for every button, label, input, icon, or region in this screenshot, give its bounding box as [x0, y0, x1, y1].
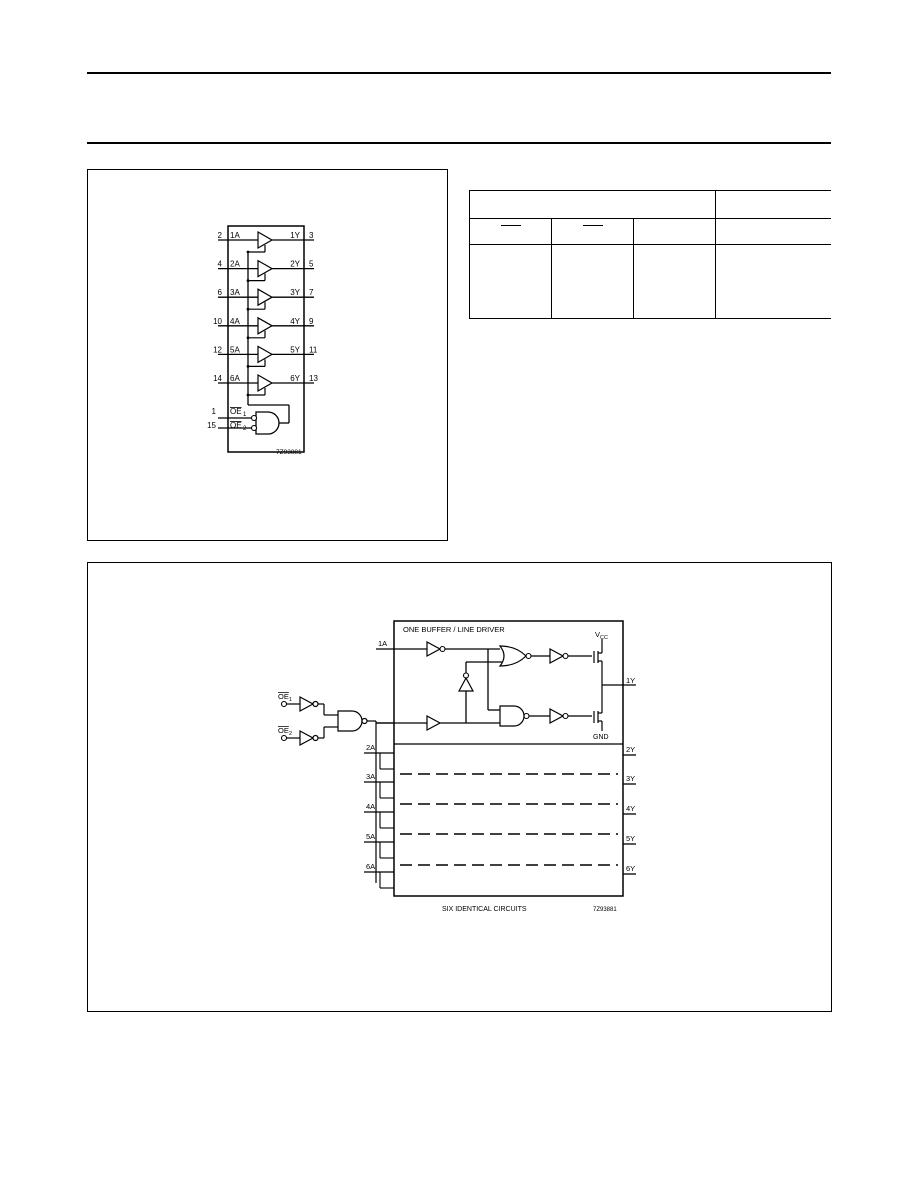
circuit-title: ONE BUFFER / LINE DRIVER — [403, 625, 505, 634]
circuit-caption: SIX IDENTICAL CIRCUITS — [442, 906, 527, 913]
svg-text:1: 1 — [211, 407, 216, 416]
pin-label: 4A — [366, 802, 376, 811]
buffer-row — [213, 374, 318, 396]
pin-label: 6Y — [626, 864, 636, 873]
pin-label: 6A — [366, 862, 376, 871]
svg-text:1: 1 — [243, 412, 247, 418]
pin-label: 5 — [309, 259, 314, 269]
pin-label: 1Y — [290, 231, 300, 240]
pin-label: 4Y — [626, 804, 636, 813]
pin-label: 14 — [213, 374, 222, 383]
function-table — [469, 190, 831, 319]
pin-label: 7 — [309, 288, 314, 298]
pin-label: 2 — [217, 231, 222, 240]
pin-label: 11 — [309, 345, 318, 355]
pin-label: 10 — [213, 316, 222, 326]
pin-label: 4Y — [290, 316, 300, 326]
pin-label: 4 — [217, 259, 222, 269]
overline-mark — [501, 225, 521, 226]
pin-label: 3Y — [290, 288, 300, 298]
pin-label: 12 — [213, 345, 222, 355]
pin-label: 5Y — [290, 345, 300, 355]
pin-label: 6A — [230, 374, 240, 383]
pin-label: 3A — [230, 288, 240, 298]
gnd-label: GND — [593, 734, 609, 741]
oe1-label: $OE_1$ — [278, 692, 292, 703]
vcc-label: $V_{CC}$ — [595, 630, 608, 641]
logic-symbol-panel — [87, 169, 448, 541]
pin-label: 5Y — [626, 834, 636, 843]
pin-label: 2A — [366, 743, 376, 752]
logic-symbol-code: 7Z93881 — [276, 449, 302, 456]
circuit-row — [364, 743, 636, 769]
pin-label: 9 — [309, 316, 314, 326]
pin-label: 3 — [309, 231, 314, 240]
pin-label: 2A — [230, 259, 240, 269]
header-rule-top — [87, 72, 831, 74]
pin-label: 3Y — [626, 774, 636, 783]
enable-pin-15 — [207, 421, 247, 432]
table-header-row — [470, 191, 832, 219]
circuit-separators — [400, 774, 618, 865]
logic-diagram-code: 7Z93881 — [593, 907, 617, 913]
svg-text:OE: OE — [230, 407, 242, 416]
pin-label: 2Y — [626, 745, 636, 754]
svg-text:15: 15 — [207, 421, 216, 430]
logic-diagram — [88, 563, 831, 1011]
overline-mark — [583, 225, 603, 226]
circuit-row — [364, 862, 636, 888]
table-body-row — [470, 245, 832, 319]
svg-text:1A: 1A — [378, 639, 388, 648]
pin-label: 2Y — [290, 259, 300, 269]
enable-logic — [284, 697, 394, 883]
circuit-row — [364, 802, 636, 828]
output-transistors — [594, 639, 636, 731]
buffer-row — [213, 345, 318, 367]
pin-label: 5A — [366, 832, 376, 841]
oe2-label: $OE_2$ — [278, 726, 292, 737]
pin-label: 1A — [230, 231, 240, 240]
pin-label: 3A — [366, 772, 376, 781]
table-subheader-row — [470, 219, 832, 245]
pin-label: 4A — [230, 316, 240, 326]
pin-label: 5A — [230, 345, 240, 355]
circuit-box — [394, 621, 623, 896]
pin-label: 13 — [309, 374, 318, 383]
svg-text:2: 2 — [243, 426, 247, 432]
circuit-row — [364, 772, 636, 798]
logic-symbol — [88, 170, 447, 540]
circuit-row — [364, 832, 636, 858]
buffer-row — [218, 288, 314, 310]
header-rule-bottom — [87, 142, 831, 144]
svg-text:OE: OE — [230, 421, 242, 430]
pin-label: 6 — [217, 288, 222, 298]
output-1y: 1Y — [626, 676, 636, 685]
buffer-row — [218, 260, 314, 282]
enable-pin-1 — [212, 407, 247, 418]
pin-label: 6Y — [290, 374, 300, 383]
buffer-row — [218, 231, 314, 253]
logic-diagram-panel — [87, 562, 832, 1012]
